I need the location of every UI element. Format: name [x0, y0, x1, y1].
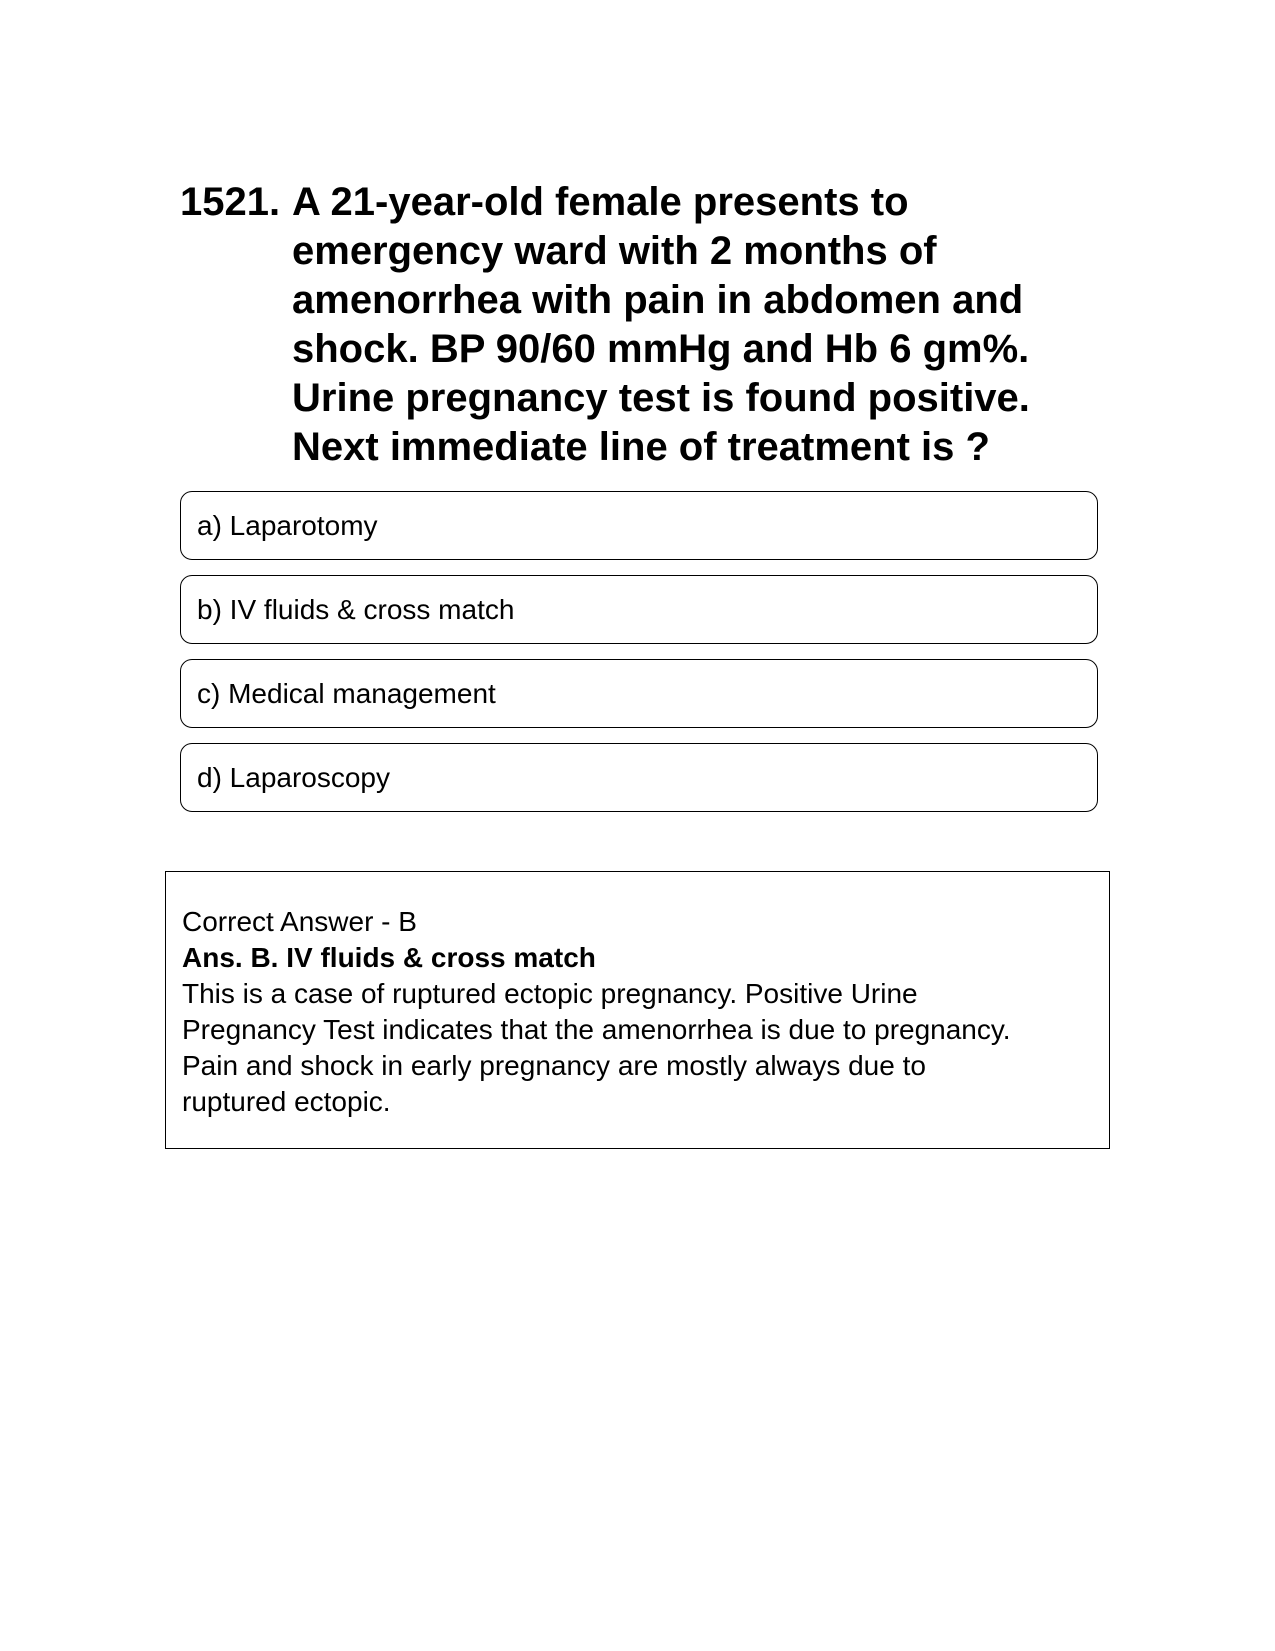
option-b[interactable]: b) IV fluids & cross match	[180, 575, 1098, 644]
question-line: Urine pregnancy test is found positive.	[292, 376, 1030, 420]
question-line: A 21-year-old female presents to	[292, 180, 909, 224]
answer-heading: Ans. B. IV fluids & cross match	[182, 942, 596, 973]
explanation-line: This is a case of ruptured ectopic pregnancy. Positive Urine	[182, 978, 918, 1009]
question-line: emergency ward with 2 months of	[292, 229, 937, 273]
question-text	[292, 178, 1080, 472]
explanation-line: Pregnancy Test indicates that the amenorrhea is due to pregnancy.	[182, 1014, 1011, 1045]
option-c[interactable]: c) Medical management	[180, 659, 1098, 728]
answer-explanation	[182, 976, 1093, 1120]
question	[180, 178, 1080, 472]
explanation-line: ruptured ectopic.	[182, 1086, 391, 1117]
question-number: 1521.	[180, 180, 281, 224]
option-a[interactable]: a) Laparotomy	[180, 491, 1098, 560]
answer-box	[165, 871, 1110, 1149]
question-line: shock. BP 90/60 mmHg and Hb 6 gm%.	[292, 327, 1030, 371]
option-d[interactable]: d) Laparoscopy	[180, 743, 1098, 812]
options-list	[180, 491, 1098, 827]
explanation-line: Pain and shock in early pregnancy are mostly always due to	[182, 1050, 926, 1081]
question-line: amenorrhea with pain in abdomen and	[292, 278, 1024, 322]
correct-answer: Correct Answer - B	[182, 906, 417, 937]
question-line: Next immediate line of treatment is ?	[292, 425, 990, 469]
